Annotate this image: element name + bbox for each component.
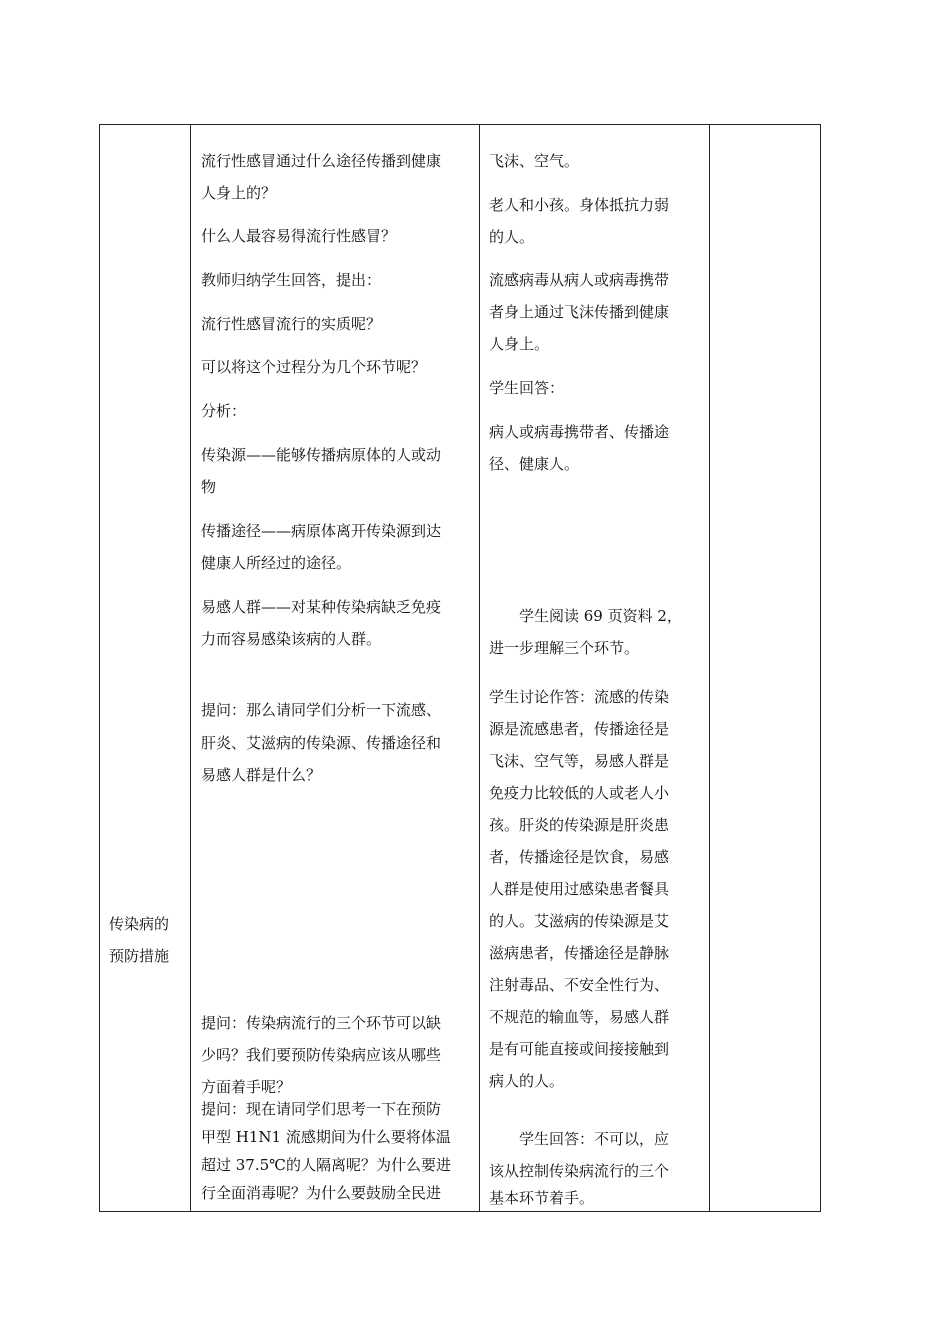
student-line: 的人。 <box>489 228 535 246</box>
student-line: 学生阅读 69 页资料 2， <box>489 607 682 625</box>
student-line: 源是流感患者，传播途径是 <box>489 720 670 738</box>
teacher-line: 少吗？我们要预防传染病应该从哪些 <box>201 1046 442 1064</box>
column-divider <box>479 125 480 1211</box>
student-line: 飞沫、空气。 <box>489 152 580 170</box>
student-line: 人身上。 <box>489 335 550 353</box>
teacher-line: 传染源——能够传播病原体的人或动 <box>201 446 442 464</box>
teacher-line: 传播途径——病原体离开传染源到达 <box>201 522 442 540</box>
student-line: 飞沫、空气等，易感人群是 <box>489 752 670 770</box>
student-line: 学生回答： <box>489 379 565 397</box>
student-line: 者，传播途径是饮食，易感 <box>489 848 670 866</box>
teacher-line: 人身上的？ <box>201 184 277 202</box>
section-label-line1: 传染病的 <box>109 915 170 933</box>
teacher-line: 分析： <box>201 402 247 420</box>
student-line: 流感病毒从病人或病毒携带 <box>489 271 670 289</box>
student-line: 径、健康人。 <box>489 455 580 473</box>
teacher-line: 教师归纳学生回答，提出： <box>201 271 382 289</box>
student-line: 基本环节着手。 <box>489 1189 595 1207</box>
student-line: 人群是使用过感染患者餐具 <box>489 880 670 898</box>
student-line: 学生回答：不可以，应 <box>489 1130 670 1148</box>
teacher-line: 方面着手呢？ <box>201 1078 292 1096</box>
teacher-line: 易感人群——对某种传染病缺乏免疫 <box>201 598 442 616</box>
teacher-line: 甲型 H1N1 流感期间为什么要将体温 <box>201 1128 451 1146</box>
student-line: 该从控制传染病流行的三个 <box>489 1162 670 1180</box>
student-line: 孩。肝炎的传染源是肝炎患 <box>489 816 670 834</box>
teacher-line: 健康人所经过的途径。 <box>201 554 352 572</box>
teacher-line: 提问：现在请同学们思考一下在预防 <box>201 1100 442 1118</box>
student-line: 者身上通过飞沫传播到健康 <box>489 303 670 321</box>
student-line: 免疫力比较低的人或老人小 <box>489 784 670 802</box>
section-label-line2: 预防措施 <box>109 947 170 965</box>
student-line: 老人和小孩。身体抵抗力弱 <box>489 196 670 214</box>
teacher-line: 易感人群是什么？ <box>201 766 322 784</box>
student-line: 是有可能直接或间接接触到 <box>489 1040 670 1058</box>
student-line: 滋病患者，传播途径是静脉 <box>489 944 670 962</box>
teacher-line: 提问：那么请同学们分析一下流感、 <box>201 701 442 719</box>
teacher-line: 物 <box>201 478 217 496</box>
teacher-line: 行全面消毒呢？为什么要鼓励全民进 <box>201 1184 442 1202</box>
student-line: 注射毒品、不安全性行为、 <box>489 976 670 994</box>
column-divider <box>190 125 191 1211</box>
student-line: 不规范的输血等，易感人群 <box>489 1008 670 1026</box>
student-line: 病人或病毒携带者、传播途 <box>489 423 670 441</box>
student-line: 病人的人。 <box>489 1072 565 1090</box>
teacher-line: 力而容易感染该病的人群。 <box>201 630 382 648</box>
student-line: 学生讨论作答：流感的传染 <box>489 688 670 706</box>
teacher-line: 流行性感冒流行的实质呢？ <box>201 315 382 333</box>
student-line: 的人。艾滋病的传染源是艾 <box>489 912 670 930</box>
teacher-line: 提问：传染病流行的三个环节可以缺 <box>201 1014 442 1032</box>
column-divider <box>709 125 710 1211</box>
teacher-line: 肝炎、艾滋病的传染源、传播途径和 <box>201 734 442 752</box>
student-line: 进一步理解三个环节。 <box>489 639 640 657</box>
teacher-line: 什么人最容易得流行性感冒？ <box>201 227 397 245</box>
teacher-line: 超过 37.5℃的人隔离呢？为什么要进 <box>201 1156 451 1174</box>
teacher-line: 可以将这个过程分为几个环节呢？ <box>201 358 427 376</box>
teacher-line: 流行性感冒通过什么途径传播到健康 <box>201 152 442 170</box>
